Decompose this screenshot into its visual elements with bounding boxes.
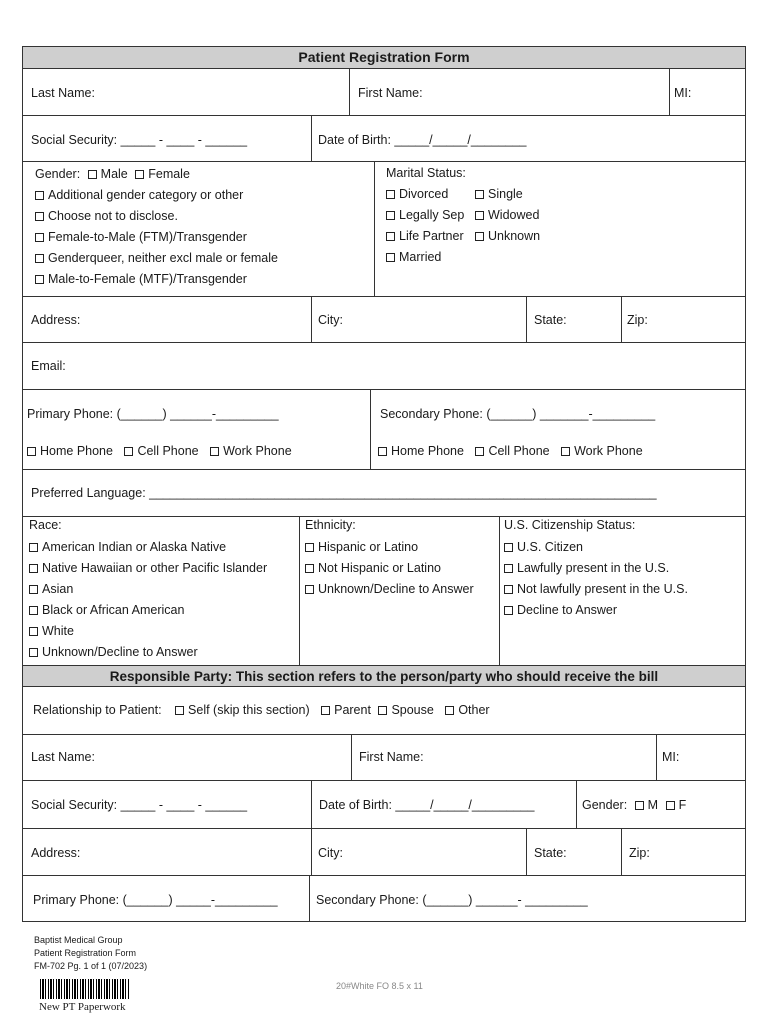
state-field[interactable]: State: (534, 313, 567, 327)
gender-option[interactable]: Female-to-Male (FTM)/Transgender (35, 230, 247, 245)
relationship-spouse-checkbox[interactable] (378, 706, 387, 715)
gender-option[interactable]: Male-to-Female (MTF)/Transgender (35, 272, 247, 287)
rp-gender-f-checkbox[interactable] (666, 801, 675, 810)
gender-female-checkbox[interactable] (135, 170, 144, 179)
secondary-phone-field[interactable]: Secondary Phone: (______) _______-_________ (380, 407, 656, 421)
responsible-party-header: Responsible Party: This section refers to the person/party who should receive the bill (23, 665, 745, 687)
primary-phone-types: Home Phone Cell Phone Work Phone (27, 444, 292, 459)
ethnicity-option[interactable]: Not Hispanic or Latino (305, 561, 441, 576)
gender-male-checkbox[interactable] (88, 170, 97, 179)
race-option[interactable]: Unknown/Decline to Answer (29, 645, 198, 660)
race-option[interactable]: Black or African American (29, 603, 184, 618)
citizenship-option[interactable]: Not lawfully present in the U.S. (504, 582, 688, 597)
rp-state-field[interactable]: State: (534, 846, 567, 860)
ethnicity-option[interactable]: Unknown/Decline to Answer (305, 582, 474, 597)
citizenship-option[interactable]: U.S. Citizen (504, 540, 583, 555)
race-label: Race: (29, 518, 62, 532)
registration-form (22, 46, 746, 922)
marital-widowed[interactable]: Widowed (475, 208, 539, 223)
rp-address-field[interactable]: Address: (31, 846, 81, 860)
barcode-label: New PT Paperwork (39, 1001, 126, 1013)
rp-gender-label: Gender: (582, 798, 628, 812)
rp-first-name-field[interactable]: First Name: (359, 750, 424, 764)
race-option[interactable]: Asian (29, 582, 73, 597)
first-name-field[interactable]: First Name: (358, 86, 423, 100)
rp-mi-field[interactable]: MI: (662, 750, 680, 764)
marital-unknown[interactable]: Unknown (475, 229, 540, 244)
city-field[interactable]: City: (318, 313, 343, 327)
marital-divorced[interactable]: Divorced (386, 187, 448, 202)
cell-phone-checkbox[interactable] (124, 447, 133, 456)
gender-male-label: Male (100, 167, 128, 181)
work-phone-checkbox[interactable] (210, 447, 219, 456)
marital-life-partner[interactable]: Life Partner (386, 229, 464, 244)
gender-option[interactable]: Genderqueer, neither excl male or female (35, 251, 278, 266)
rp-secondary-phone-field[interactable]: Secondary Phone: (______) ______- _________ (316, 893, 588, 907)
gender-female-label: Female (148, 167, 190, 181)
zip-field[interactable]: Zip: (627, 313, 648, 327)
ethnicity-option[interactable]: Hispanic or Latino (305, 540, 418, 555)
gender-label: Gender: (35, 167, 81, 181)
gender-row (35, 167, 190, 182)
gender-option[interactable]: Choose not to disclose. (35, 209, 178, 224)
rp-gender-row: Gender: M F (582, 798, 687, 812)
secondary-phone-types: Home Phone Cell Phone Work Phone (378, 444, 643, 459)
email-field[interactable]: Email: (31, 359, 66, 373)
work-phone-checkbox[interactable] (561, 447, 570, 456)
dob-field[interactable]: Date of Birth: _____/_____/________ (318, 133, 527, 147)
marital-legally-sep[interactable]: Legally Sep (386, 208, 464, 223)
relationship-other-checkbox[interactable] (445, 706, 454, 715)
relationship-row: Relationship to Patient: Self (skip this section) Parent Spouse Other (33, 703, 490, 717)
race-option[interactable]: American Indian or Alaska Native (29, 540, 226, 555)
gender-option[interactable]: Additional gender category or other (35, 188, 243, 203)
footer-form-name: Patient Registration Form (34, 948, 137, 958)
footer-paper-spec: 20#White FO 8.5 x 11 (336, 981, 423, 991)
relationship-label: Relationship to Patient: (33, 703, 162, 717)
primary-phone-field[interactable]: Primary Phone: (______) ______-_________ (27, 407, 279, 421)
rp-zip-field[interactable]: Zip: (629, 846, 650, 860)
footer-form-code: FM-702 Pg. 1 of 1 (07/2023) (34, 961, 148, 971)
home-phone-checkbox[interactable] (27, 447, 36, 456)
barcode-image (40, 979, 130, 999)
marital-label: Marital Status: (386, 166, 466, 180)
rp-ssn-field[interactable]: Social Security: _____ - ____ - ______ (31, 798, 248, 812)
rp-dob-field[interactable]: Date of Birth: _____/_____/_________ (319, 798, 535, 812)
marital-married[interactable]: Married (386, 250, 441, 265)
rp-primary-phone-field[interactable]: Primary Phone: (______) _____-_________ (33, 893, 278, 907)
cell-phone-checkbox[interactable] (475, 447, 484, 456)
relationship-parent-checkbox[interactable] (321, 706, 330, 715)
last-name-field[interactable]: Last Name: (31, 86, 95, 100)
citizenship-option[interactable]: Lawfully present in the U.S. (504, 561, 669, 576)
race-option[interactable]: Native Hawaiian or other Pacific Islander (29, 561, 267, 576)
preferred-language-field[interactable]: Preferred Language: _________________________________________________________________________ (31, 486, 657, 500)
rp-city-field[interactable]: City: (318, 846, 343, 860)
form-title: Patient Registration Form (23, 47, 745, 69)
marital-single[interactable]: Single (475, 187, 523, 202)
race-option[interactable]: White (29, 624, 74, 639)
ssn-field[interactable]: Social Security: _____ - ____ - ______ (31, 133, 248, 147)
citizenship-option[interactable]: Decline to Answer (504, 603, 617, 618)
mi-field[interactable]: MI: (674, 86, 692, 100)
home-phone-checkbox[interactable] (378, 447, 387, 456)
citizenship-label: U.S. Citizenship Status: (504, 518, 636, 532)
footer-org: Baptist Medical Group (34, 935, 123, 945)
rp-last-name-field[interactable]: Last Name: (31, 750, 95, 764)
ethnicity-label: Ethnicity: (305, 518, 356, 532)
relationship-self-checkbox[interactable] (175, 706, 184, 715)
rp-gender-m-checkbox[interactable] (635, 801, 644, 810)
address-field[interactable]: Address: (31, 313, 81, 327)
